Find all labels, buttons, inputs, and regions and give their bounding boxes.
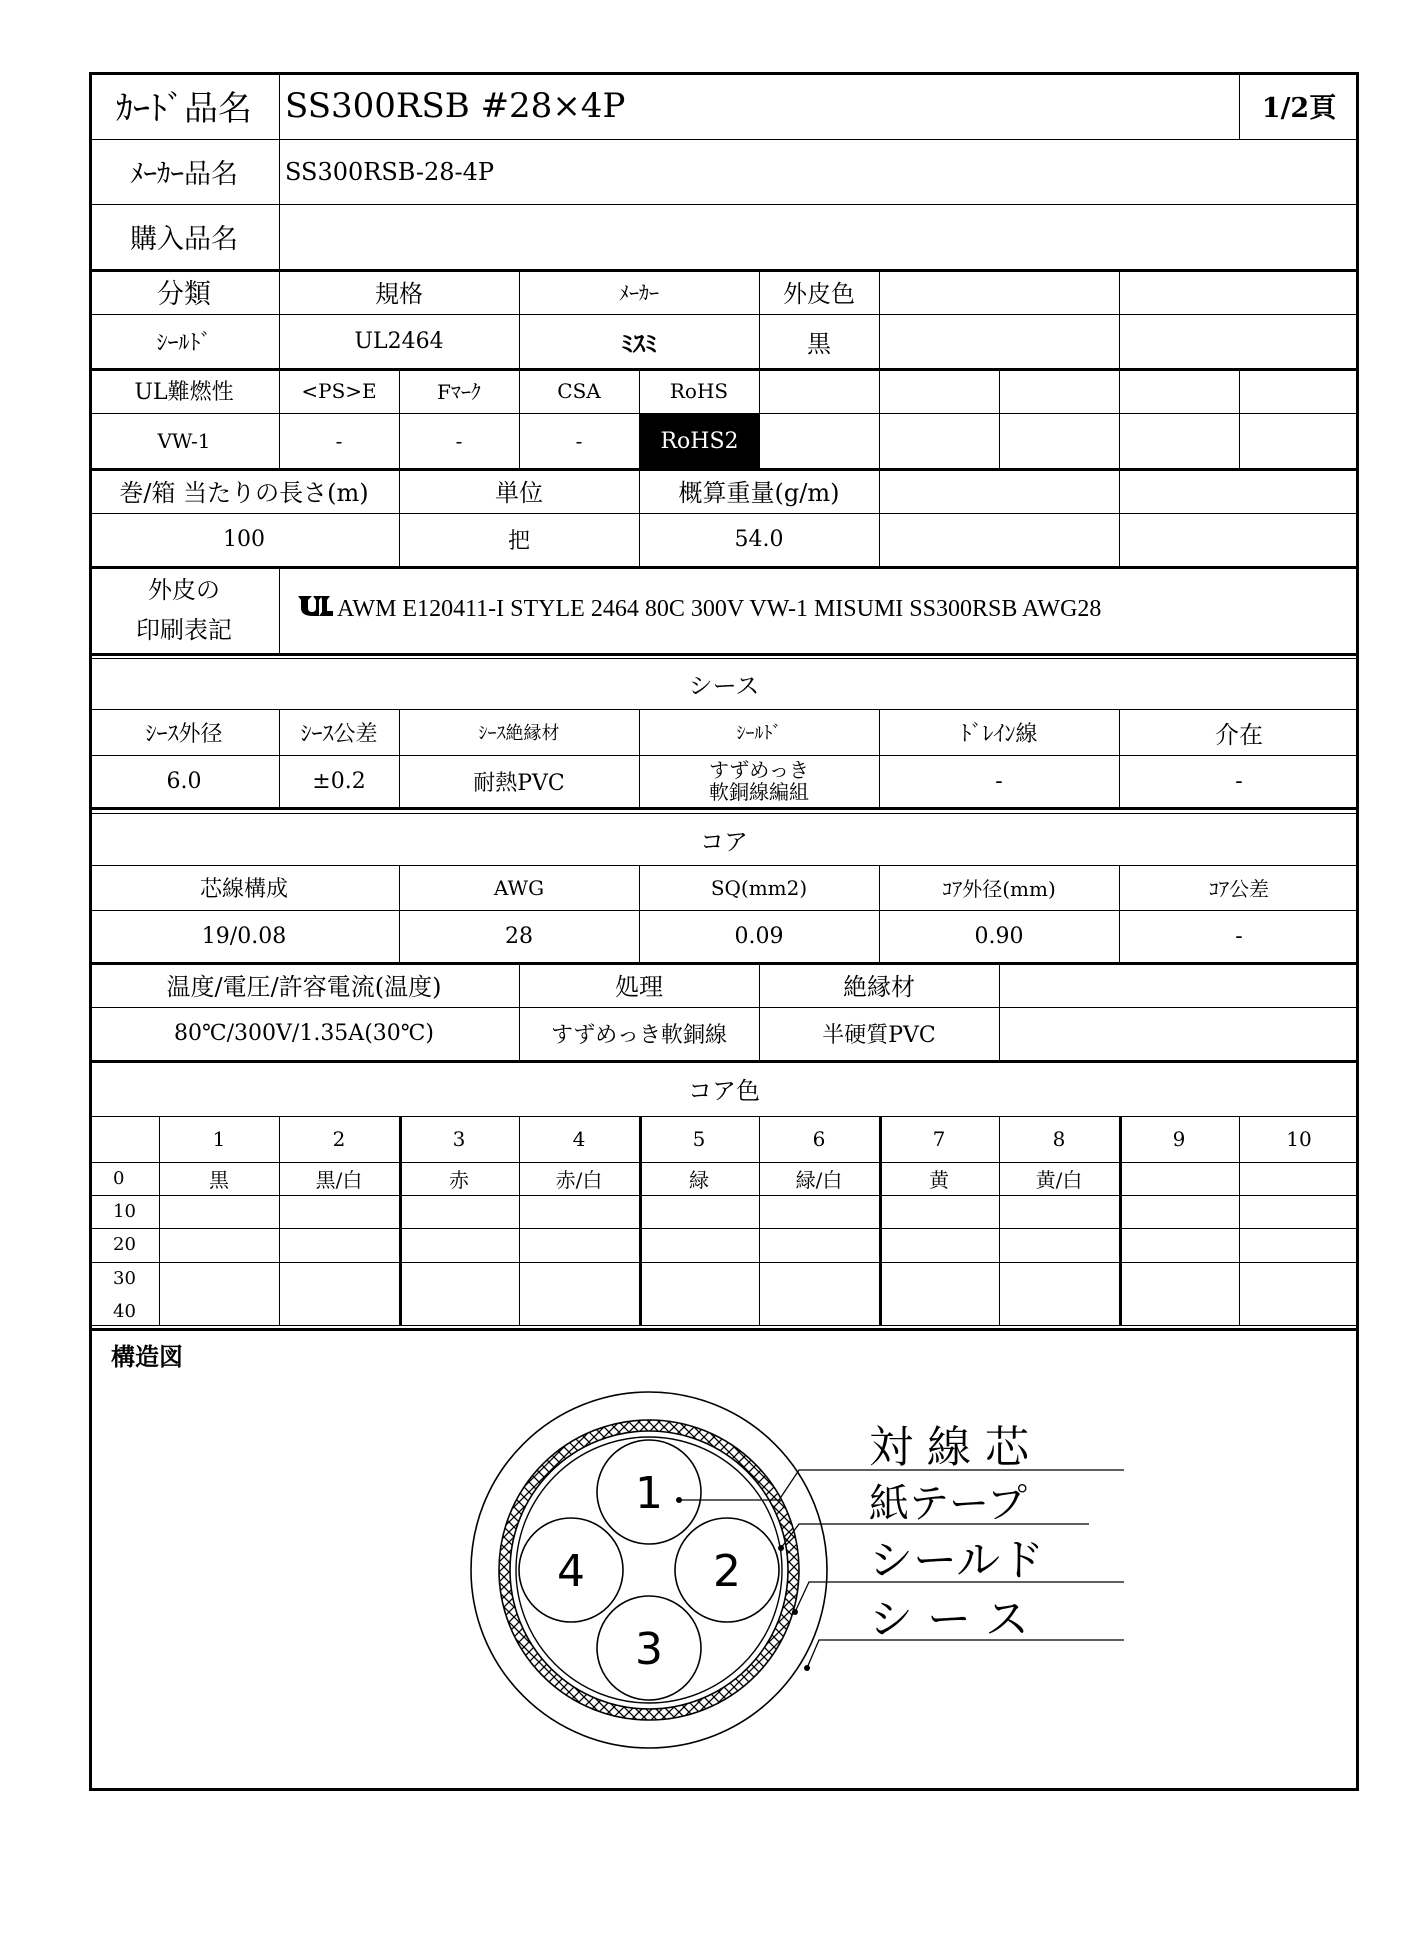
core-header-awg: AWG bbox=[493, 875, 545, 900]
cert-header-blank-4 bbox=[1119, 368, 1239, 413]
cert-value-pse: - bbox=[335, 428, 343, 453]
class-header-blank-1 bbox=[879, 269, 1119, 314]
card-name-value: SS300RSB #28×4P bbox=[285, 85, 626, 126]
cert-header-blank-1 bbox=[759, 368, 879, 413]
color-cell bbox=[1119, 1195, 1239, 1228]
color-cell bbox=[279, 1195, 399, 1228]
cert-value-rohs: RoHS2 bbox=[640, 414, 759, 468]
class-header-sheath-color: 外皮色 bbox=[783, 280, 855, 308]
cert-header-pse: <PS>E bbox=[301, 378, 377, 403]
cert-value-blank-3 bbox=[999, 413, 1119, 468]
color-cell bbox=[999, 1262, 1119, 1295]
color-cell bbox=[519, 1228, 639, 1261]
pkg-header-length: 巻/箱 当たりの長さ(m) bbox=[119, 479, 369, 507]
color-col-header: 6 bbox=[812, 1127, 826, 1151]
cert-value-blank-5 bbox=[1239, 413, 1359, 468]
color-cell bbox=[999, 1295, 1119, 1328]
rating-header-ratings: 温度/電圧/許容電流(温度) bbox=[166, 973, 442, 1001]
color-cell bbox=[399, 1228, 519, 1261]
class-value-standard: UL2464 bbox=[354, 328, 444, 354]
pkg-header-weight: 概算重量(g/m) bbox=[678, 479, 840, 507]
core-header-od: ｺｱ外径(mm) bbox=[942, 877, 1056, 901]
card-name-label: ｶｰﾄﾞ品名 bbox=[116, 89, 252, 129]
color-cell bbox=[399, 1295, 519, 1328]
label-sheath: シ ー ス bbox=[869, 1594, 1029, 1645]
color-cell bbox=[1119, 1262, 1239, 1295]
color-cell bbox=[399, 1195, 519, 1228]
class-header-maker: ﾒｰｶｰ bbox=[619, 281, 659, 305]
color-cell bbox=[279, 1295, 399, 1328]
cert-value-csa: - bbox=[575, 428, 583, 453]
leader-shield-dot bbox=[792, 1609, 798, 1615]
core-header-tolerance: ｺｱ公差 bbox=[1209, 877, 1269, 901]
spec-sheet bbox=[89, 72, 1359, 1792]
class-value-category: ｼｰﾙﾄﾞ bbox=[156, 330, 212, 356]
color-cell bbox=[159, 1195, 279, 1228]
rating-value-insulation: 半硬質PVC bbox=[822, 1023, 936, 1048]
label-core: 対 線 芯 bbox=[869, 1422, 1029, 1473]
purchase-name-label: 購入品名 bbox=[130, 224, 238, 255]
color-cell bbox=[159, 1228, 279, 1261]
color-cell bbox=[159, 1262, 279, 1295]
sheath-shield-line2: 軟銅線編組 bbox=[709, 780, 809, 804]
print-label-line1: 外皮の bbox=[148, 575, 220, 604]
color-cell bbox=[639, 1228, 759, 1261]
cert-header-blank-2 bbox=[879, 368, 999, 413]
cert-header-fmark: Fﾏｰｸ bbox=[437, 380, 481, 404]
color-cell bbox=[1239, 1295, 1359, 1328]
pkg-header-unit: 単位 bbox=[495, 479, 543, 507]
rating-value-ratings: 80℃/300V/1.35A(30℃) bbox=[174, 1021, 434, 1046]
print-label bbox=[89, 566, 279, 653]
color-cell bbox=[1239, 1228, 1359, 1261]
print-text-cell bbox=[279, 566, 1359, 653]
cert-header-flame: UL難燃性 bbox=[134, 380, 234, 405]
class-value-sheath-color: 黒 bbox=[807, 329, 831, 358]
page-number: 1/2頁 bbox=[1261, 93, 1337, 124]
core-1-number: 1 bbox=[635, 1468, 663, 1519]
color-col-header: 8 bbox=[1052, 1127, 1066, 1151]
color-cell bbox=[999, 1195, 1119, 1228]
color-cell: 黒 bbox=[209, 1168, 229, 1192]
cert-header-csa: CSA bbox=[557, 378, 601, 403]
leader-sheath-dot bbox=[804, 1665, 810, 1671]
class-value-maker: ﾐｽﾐ bbox=[621, 328, 657, 358]
color-cell: 黒/白 bbox=[315, 1168, 363, 1192]
pkg-header-blank-2 bbox=[1119, 468, 1359, 513]
color-cell: 赤/白 bbox=[555, 1168, 603, 1192]
color-col-header: 2 bbox=[332, 1127, 346, 1151]
color-cell bbox=[759, 1195, 879, 1228]
color-row-label: 20 bbox=[113, 1234, 136, 1255]
color-cell bbox=[639, 1195, 759, 1228]
color-cell bbox=[1239, 1195, 1359, 1228]
color-cell: 黄 bbox=[929, 1168, 949, 1192]
sheath-header-insulation: ｼｰｽ絶縁材 bbox=[478, 723, 560, 744]
cert-value-blank-2 bbox=[879, 413, 999, 468]
pkg-value-unit: 把 bbox=[507, 529, 530, 554]
color-cell: 黄/白 bbox=[1035, 1168, 1083, 1192]
color-cell bbox=[279, 1228, 399, 1261]
sheath-value-drain: - bbox=[995, 768, 1003, 794]
core-3-number: 3 bbox=[635, 1624, 663, 1675]
color-cell bbox=[759, 1295, 879, 1328]
print-label-line2: 印刷表記 bbox=[136, 615, 232, 644]
color-cell bbox=[1119, 1295, 1239, 1328]
color-cell bbox=[879, 1228, 999, 1261]
ul-recognized-logo bbox=[297, 595, 335, 624]
label-paper-tape: 紙テープ bbox=[869, 1481, 1027, 1527]
color-row-label: 0 bbox=[113, 1168, 125, 1189]
sheath-value-shield bbox=[639, 755, 879, 807]
color-cell bbox=[879, 1262, 999, 1295]
rating-header-blank bbox=[999, 962, 1359, 1007]
core-value-sq: 0.09 bbox=[734, 923, 784, 949]
cert-header-blank-5 bbox=[1239, 368, 1359, 413]
color-cell: 赤 bbox=[449, 1168, 469, 1192]
color-cell bbox=[519, 1295, 639, 1328]
structure-title: 構造図 bbox=[111, 1342, 183, 1371]
sheath-value-filler: - bbox=[1235, 768, 1243, 794]
core-header-strand: 芯線構成 bbox=[199, 877, 288, 902]
color-col-header: 10 bbox=[1286, 1127, 1312, 1151]
class-value-blank-1 bbox=[879, 314, 1119, 368]
rating-value-treatment: すずめっき軟銅線 bbox=[550, 1023, 727, 1048]
color-cell bbox=[519, 1195, 639, 1228]
purchase-name-value bbox=[279, 204, 1359, 269]
color-cell bbox=[1239, 1262, 1359, 1295]
core-colors-title: コア色 bbox=[688, 1076, 760, 1105]
leader-paper-dot bbox=[778, 1545, 784, 1551]
color-cell bbox=[879, 1195, 999, 1228]
color-cell bbox=[759, 1228, 879, 1261]
sheath-title: シース bbox=[688, 672, 760, 700]
label-shield: シールド bbox=[869, 1535, 1045, 1586]
pkg-value-blank-2 bbox=[1119, 513, 1359, 566]
sheath-header-tolerance: ｼｰｽ公差 bbox=[300, 721, 378, 747]
leader-core-dot bbox=[676, 1497, 682, 1503]
color-cell bbox=[879, 1295, 999, 1328]
cert-header-blank-3 bbox=[999, 368, 1119, 413]
sheath-header-drain: ﾄﾞﾚｲﾝ線 bbox=[960, 721, 1038, 747]
sheath-shield-line1: すずめっき bbox=[709, 758, 809, 782]
rating-header-treatment: 処理 bbox=[615, 973, 663, 1001]
color-col-header: 7 bbox=[932, 1127, 946, 1151]
pkg-value-weight: 54.0 bbox=[734, 527, 784, 552]
cert-value-blank-4 bbox=[1119, 413, 1239, 468]
color-cell bbox=[639, 1262, 759, 1295]
color-col-header: 5 bbox=[692, 1127, 706, 1151]
class-header-category: 分類 bbox=[157, 279, 211, 310]
sheath-header-od: ｼｰｽ外径 bbox=[145, 721, 223, 747]
cable-cross-section-diagram bbox=[469, 1372, 1149, 1772]
core-title: コア bbox=[700, 827, 748, 856]
core-value-tolerance: - bbox=[1235, 923, 1243, 949]
core-value-awg: 28 bbox=[505, 923, 533, 949]
sheath-value-insulation: 耐熱PVC bbox=[473, 770, 565, 796]
color-cell bbox=[639, 1295, 759, 1328]
cert-value-flame: VW-1 bbox=[157, 428, 211, 453]
color-cell bbox=[999, 1228, 1119, 1261]
color-row-label: 40 bbox=[113, 1301, 136, 1322]
color-cell bbox=[1119, 1228, 1239, 1261]
print-text: AWM E120411-I STYLE 2464 80C 300V VW-1 MISUMI SS300RSB AWG28 bbox=[337, 596, 1102, 622]
core-2-number: 2 bbox=[713, 1546, 741, 1597]
maker-name-label: ﾒｰｶｰ品名 bbox=[130, 159, 238, 190]
color-cell bbox=[279, 1262, 399, 1295]
pkg-value-blank-1 bbox=[879, 513, 1119, 566]
color-row-label: 10 bbox=[113, 1201, 136, 1222]
class-value-blank-2 bbox=[1119, 314, 1359, 368]
pkg-value-length: 100 bbox=[223, 527, 265, 552]
rating-header-insulation: 絶縁材 bbox=[843, 973, 915, 1001]
color-cell bbox=[1119, 1162, 1239, 1195]
sheath-header-shield: ｼｰﾙﾄﾞ bbox=[736, 723, 782, 744]
color-cell: 緑/白 bbox=[795, 1168, 843, 1192]
color-cell bbox=[519, 1262, 639, 1295]
cert-header-rohs: RoHS bbox=[669, 378, 729, 403]
sheath-header-filler: 介在 bbox=[1215, 720, 1263, 749]
class-header-blank-2 bbox=[1119, 269, 1359, 314]
class-header-standard: 規格 bbox=[375, 280, 423, 308]
color-cell bbox=[159, 1295, 279, 1328]
core-value-od: 0.90 bbox=[974, 923, 1024, 949]
color-cell bbox=[759, 1262, 879, 1295]
color-col-header: 1 bbox=[212, 1127, 226, 1151]
color-row-label: 30 bbox=[113, 1268, 136, 1289]
core-value-strand: 19/0.08 bbox=[201, 923, 287, 949]
sheath-value-od: 6.0 bbox=[166, 768, 202, 794]
color-col-header: 4 bbox=[572, 1127, 586, 1151]
color-cell: 緑 bbox=[689, 1168, 709, 1192]
color-cell bbox=[399, 1262, 519, 1295]
rating-value-blank bbox=[999, 1007, 1359, 1060]
sheath-value-tolerance: ±0.2 bbox=[312, 768, 366, 794]
maker-name-value: SS300RSB-28-4P bbox=[285, 157, 495, 186]
color-cell bbox=[1239, 1162, 1359, 1195]
color-col-header: 9 bbox=[1172, 1127, 1186, 1151]
cert-value-fmark: - bbox=[455, 428, 463, 453]
core-4-number: 4 bbox=[557, 1546, 585, 1597]
core-header-sq: SQ(mm2) bbox=[710, 875, 808, 900]
pkg-header-blank-1 bbox=[879, 468, 1119, 513]
color-col-header: 3 bbox=[452, 1127, 466, 1151]
cert-value-blank-1 bbox=[759, 413, 879, 468]
